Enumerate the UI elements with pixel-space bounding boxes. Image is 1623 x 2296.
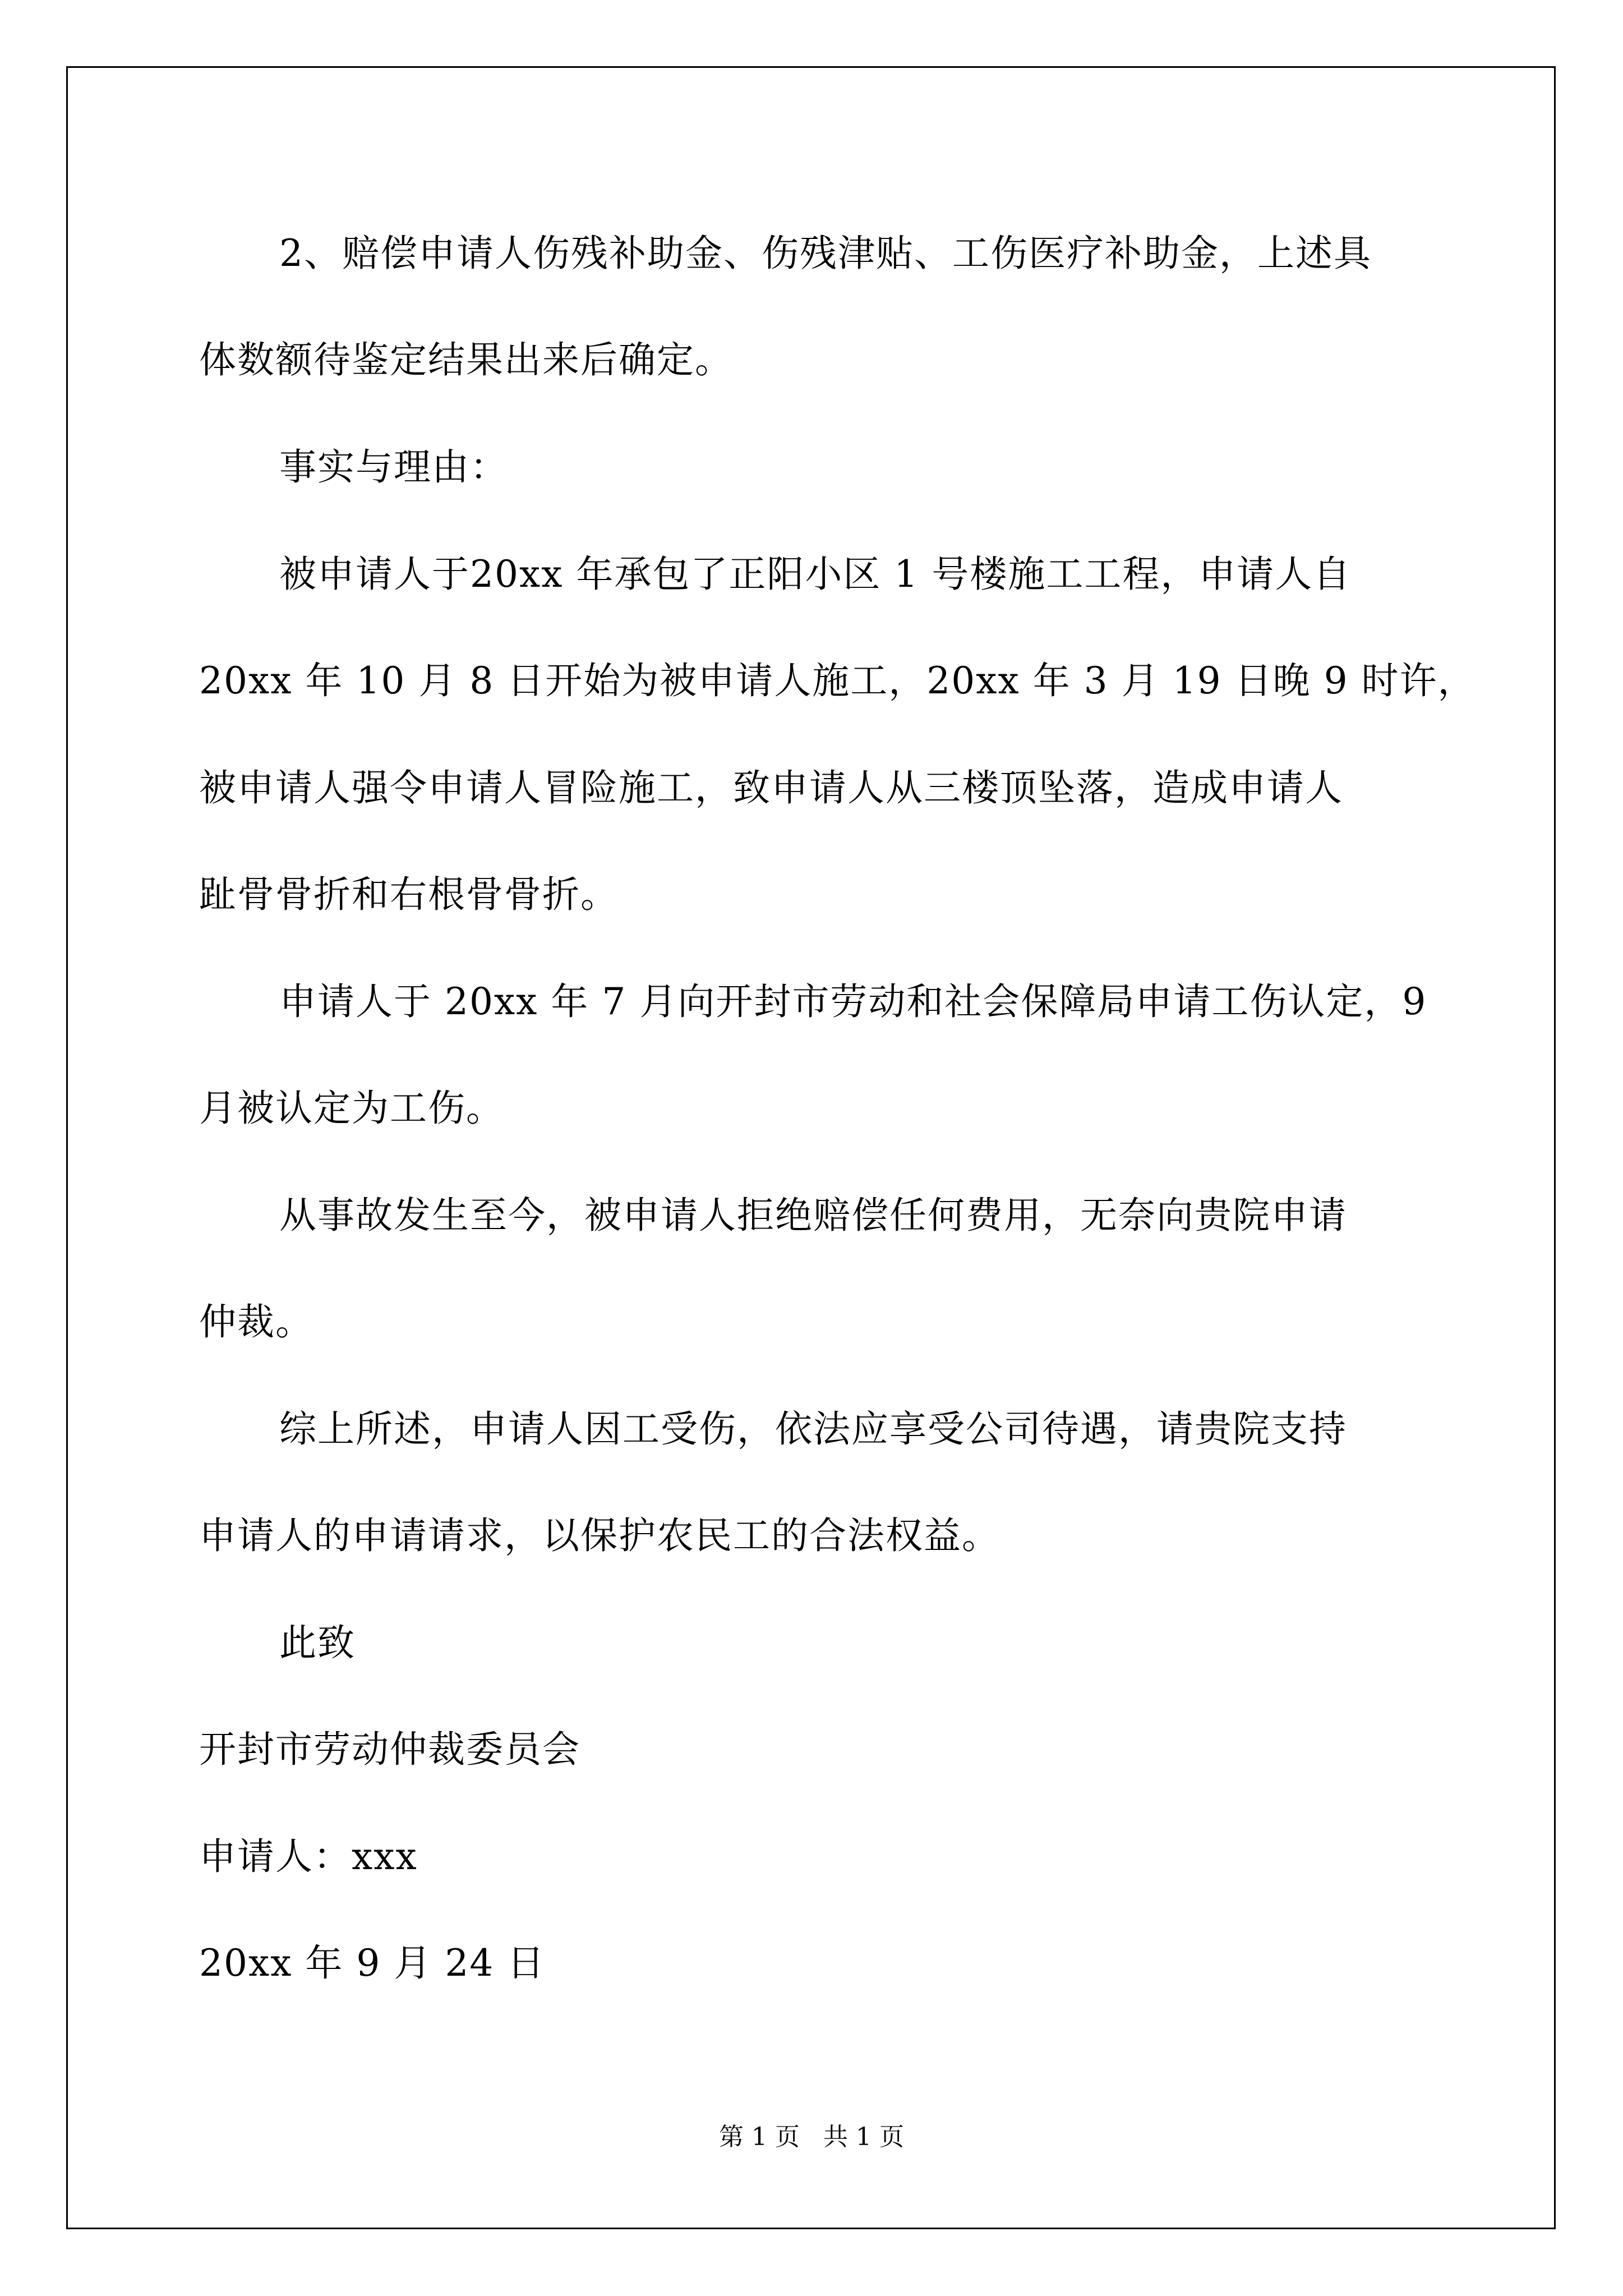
document-date: 20xx 年 9 月 24 日	[199, 1941, 546, 1985]
paragraph-summary-line-2: 申请人的申请请求，以保护农民工的合法权益。	[199, 1514, 1000, 1557]
paragraph-injury-line-1: 申请人于 20xx 年 7 月向开封市劳动和社会保障局申请工伤认定，9	[279, 980, 1427, 1023]
paragraph-injury-line-2: 月被认定为工伤。	[199, 1087, 504, 1130]
paragraph-compensation-line-1: 2、赔偿申请人伤残补助金、伤残津贴、工伤医疗补助金，上述具	[279, 232, 1372, 275]
paragraph-summary-line-1: 综上所述，申请人因工受伤，依法应享受公司待遇，请贵院支持	[279, 1407, 1347, 1451]
paragraph-refusal-line-1: 从事故发生至今，被申请人拒绝赔偿任何费用，无奈向贵院申请	[279, 1194, 1347, 1237]
page-border	[66, 66, 1556, 2229]
paragraph-compensation-line-2: 体数额待鉴定结果出来后确定。	[199, 338, 733, 381]
paragraph-refusal-line-2: 仲裁。	[199, 1300, 313, 1343]
recipient: 开封市劳动仲裁委员会	[199, 1728, 580, 1771]
paragraph-facts-line-4: 趾骨骨折和右根骨骨折。	[199, 873, 619, 916]
facts-heading: 事实与理由：	[279, 445, 508, 489]
paragraph-facts-line-1: 被申请人于20xx 年承包了正阳小区 1 号楼施工工程，申请人自	[279, 553, 1352, 596]
salutation: 此致	[279, 1621, 356, 1664]
applicant-signature: 申请人：xxx	[199, 1835, 418, 1878]
paragraph-facts-line-2: 20xx 年 10 月 8 日开始为被申请人施工，20xx 年 3 月 19 日晚 9 时许，	[199, 659, 1476, 702]
paragraph-facts-line-3: 被申请人强令申请人冒险施工，致申请人从三楼顶坠落，造成申请人	[199, 766, 1343, 809]
page-number-footer: 第 1 页 共 1 页	[719, 2123, 904, 2151]
